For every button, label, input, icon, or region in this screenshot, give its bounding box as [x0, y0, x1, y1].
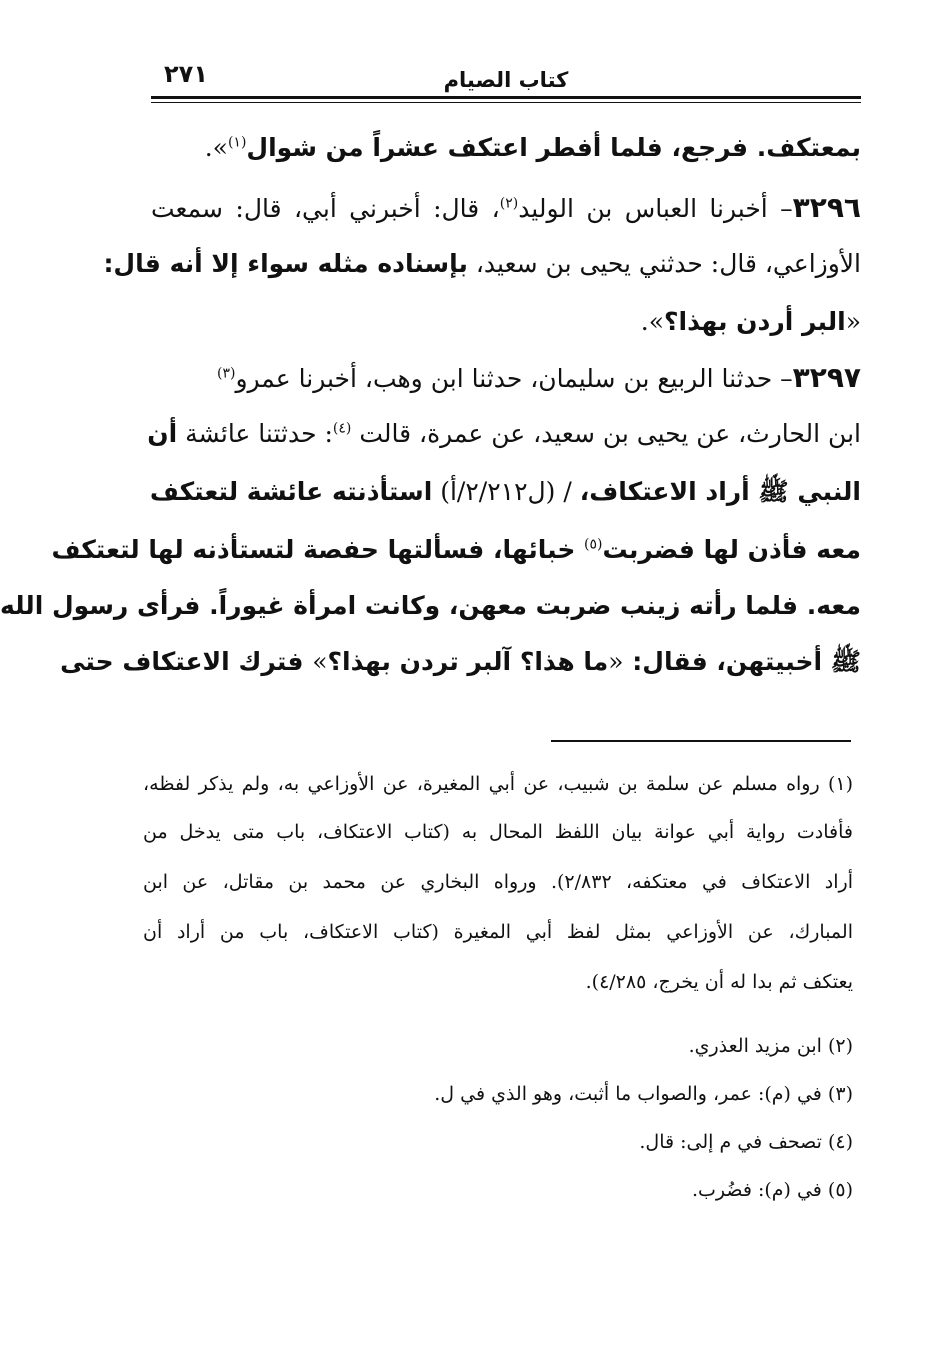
footnote-1-line-5: يعتكف ثم بدا له أن يخرج، ٤/٢٨٥).	[585, 971, 853, 993]
running-title: كتاب الصيام	[443, 68, 569, 92]
bold-text: معه. فلما رأته زينب ضربت معهن، وكانت امرأة غيوراً. فرأى رسول الله	[0, 591, 861, 620]
page-number: ٢٧١	[164, 60, 208, 88]
narration-text: – أخبرنا العباس بن الوليد	[518, 194, 793, 223]
main-line-5	[151, 352, 861, 404]
header-rule-thin	[151, 102, 861, 103]
footnote-1-line-1: (١) رواه مسلم عن سلمة بن شبيب، عن أبي المغيرة، عن الأوزاعي به، ولم يذكر لفظه،	[143, 773, 853, 795]
footnote-3: (٣) في (م): عمر، والصواب ما أثبت، وهو الذي في ل.	[434, 1083, 853, 1105]
bold-text: استأذنته عائشة لتعتكف	[149, 477, 433, 506]
footnote-4: (٤) تصحف في م إلى: قال.	[639, 1131, 853, 1153]
footnote-ref-1: (١)	[227, 134, 247, 151]
narration-text: – حدثنا الربيع بن سليمان، حدثنا ابن وهب، أخبرنا عمرو	[235, 364, 793, 393]
narration-text: ابن الحارث، عن يحيى بن سعيد، عن عمرة، قالت	[351, 419, 861, 448]
main-line-8	[51, 524, 861, 576]
bold-text: بمعتكف. فرجع، فلما أفطر اعتكف عشراً من شوال	[246, 133, 861, 162]
narration-text: الأوزاعي، قال: حدثني يحيى بن سعيد،	[467, 249, 861, 278]
footnote-ref-5: (٥)	[584, 536, 603, 553]
bold-text: خبائها، فسألتها حفصة لتستأذنه لها لتعتكف	[51, 535, 585, 564]
quote-close: ».	[640, 307, 665, 336]
footnote-ref-3: (٣)	[216, 365, 236, 382]
narration-text: : حدثتنا عائشة	[177, 419, 333, 448]
bold-text: فترك الاعتكاف حتى	[60, 647, 313, 676]
main-line-10	[60, 636, 861, 688]
main-line-7	[151, 466, 861, 518]
hadith-number-3297: ٣٢٩٧	[792, 361, 861, 394]
footnote-separator	[551, 740, 851, 742]
quote-close: ».	[204, 133, 228, 162]
bold-text: النبي ﷺ أراد الاعتكاف،	[579, 477, 861, 506]
bold-text: بإسناده مثله سواء إلا أنه قال:	[103, 249, 468, 278]
main-line-9	[0, 580, 861, 632]
footnote-5: (٥) في (م): فضُرب.	[691, 1179, 853, 1201]
header-rule-thick	[151, 96, 861, 99]
hadith-number-3296: ٣٢٩٦	[792, 191, 861, 224]
footnote-2: (٢) ابن مزيد العذري.	[688, 1035, 853, 1057]
bold-text: البر أردن بهذا؟	[664, 307, 846, 336]
page-header	[151, 56, 861, 104]
manuscript-folio-ref: / (ل٢/٢١٢/أ)	[432, 477, 580, 506]
quote-close: »	[312, 647, 328, 676]
main-line-4	[151, 296, 861, 348]
bold-text: ﷺ أخبيتهن، فقال:	[623, 647, 861, 676]
footnote-1-line-4: المبارك، عن الأوزاعي بمثل لفظ أبي المغيرة (كتاب الاعتكاف، باب من أراد أن	[143, 921, 853, 943]
footnote-ref-4: (٤)	[332, 420, 352, 437]
quote-open: «	[608, 647, 624, 676]
quote-open: «	[845, 307, 861, 336]
footnote-1-line-2: فأفادت رواية أبي عوانة بيان اللفظ المحال به (كتاب الاعتكاف، باب متى يدخل من	[143, 821, 853, 843]
bold-text: أن	[147, 419, 178, 448]
footnote-1-line-3: أراد الاعتكاف في معتكفه، ٢/٨٣٢). ورواه البخاري عن محمد بن مقاتل، عن ابن	[143, 871, 853, 893]
main-line-1	[151, 122, 861, 174]
main-line-6	[147, 408, 861, 460]
footnote-ref-2: (٢)	[499, 195, 519, 212]
main-line-2	[151, 182, 861, 234]
main-line-3	[103, 238, 861, 290]
narration-text: ، قال: أخبرني أبي، قال: سمعت	[151, 194, 500, 223]
bold-text: ما هذا؟ آلبر تردن بهذا؟	[327, 647, 609, 676]
bold-text: معه فأذن لها فضربت	[602, 535, 861, 564]
